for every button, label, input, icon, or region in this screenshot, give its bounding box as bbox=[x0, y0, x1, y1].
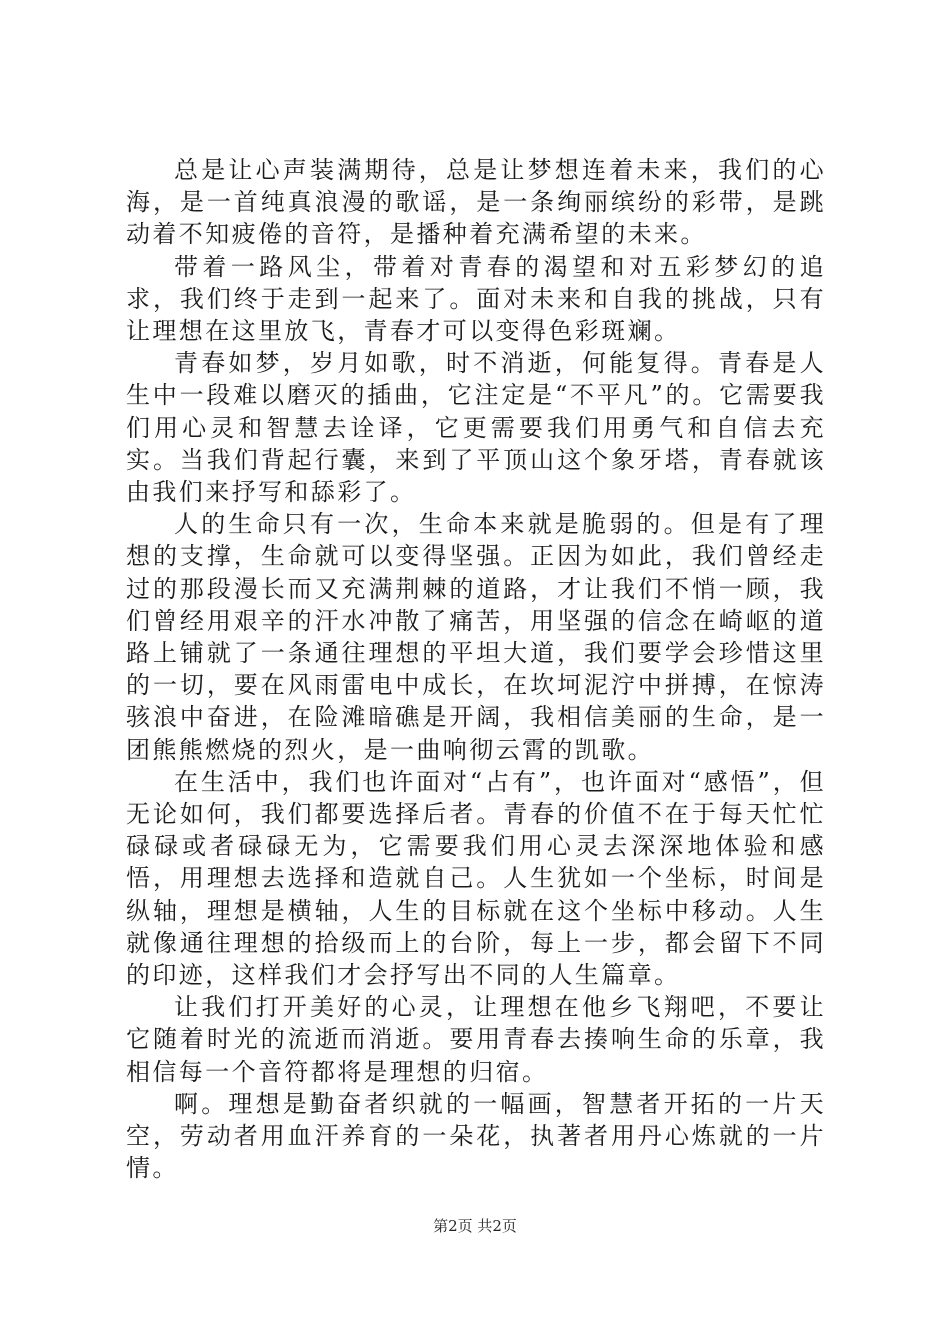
paragraph: 啊。理想是勤奋者织就的一幅画，智慧者开拓的一片天空，劳动者用血汗养育的一朵花，执著者用丹心炼就的一片情。 bbox=[126, 1089, 826, 1183]
document-body bbox=[126, 154, 826, 1185]
paragraph: 青春如梦，岁月如歌，时不消逝，何能复得。青春是人生中一段难以磨灭的插曲，它注定是“不平凡”的。它需要我们用心灵和智慧去诠译，它更需要我们用勇气和自信去充实。当我们背起行囊，来到了平顶山这个象牙塔，青春就该由我们来抒写和舔彩了。 bbox=[126, 349, 826, 507]
paragraph: 人的生命只有一次，生命本来就是脆弱的。但是有了理想的支撑，生命就可以变得坚强。正因为如此，我们曾经走过的那段漫长而又充满荆棘的道路，才让我们不悄一顾，我们曾经用艰辛的汗水冲散了痛苦，用坚强的信念在崎岖的道路上铺就了一条通往理想的平坦大道，我们要学会珍惜这里的一切，要在风雨雷电中成长，在坎坷泥泞中拼搏，在惊涛骇浪中奋进，在险滩暗礁是开阔，我相信美丽的生命，是一团熊熊燃烧的烈火，是一曲响彻云霄的凯歌。 bbox=[126, 510, 826, 764]
page-footer: 第2页 共2页 bbox=[433, 1217, 517, 1235]
paragraph: 在生活中，我们也许面对“占有”，也许面对“感悟”，但无论如何，我们都要选择后者。青春的价值不在于每天忙忙碌碌或者碌碌无为，它需要我们用心灵去深深地体验和感悟，用理想去选择和造就自己。人生犹如一个坐标，时间是纵轴，理想是横轴，人生的目标就在这个坐标中移动。人生就像通往理想的拾级而上的台阶，每上一步，都会留下不同的印迹，这样我们才会抒写出不同的人生篇章。 bbox=[126, 767, 826, 990]
paragraph: 让我们打开美好的心灵，让理想在他乡飞翔吧，不要让它随着时光的流逝而消逝。要用青春去揍响生命的乐章，我相信每一个音符都将是理想的归宿。 bbox=[126, 993, 826, 1086]
paragraph: 带着一路风尘，带着对青春的渴望和对五彩梦幻的追求，我们终于走到一起来了。面对未来和自我的挑战，只有让理想在这里放飞，青春才可以变得色彩斑斓。 bbox=[126, 252, 826, 346]
paragraph: 总是让心声装满期待，总是让梦想连着未来，我们的心海，是一首纯真浪漫的歌谣，是一条绚丽缤纷的彩带，是跳动着不知疲倦的音符，是播种着充满希望的未来。 bbox=[126, 156, 826, 249]
